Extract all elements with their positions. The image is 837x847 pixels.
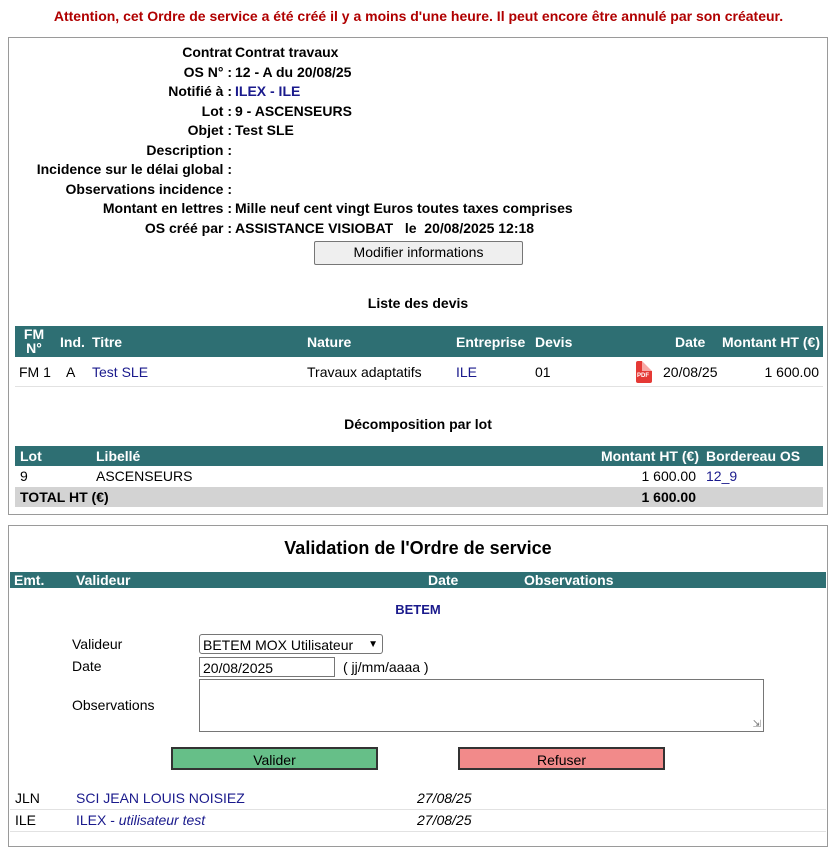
info-row-lot [9,103,827,122]
cell-emt: ILE [15,812,37,828]
pdf-icon-label: PDF [637,373,649,379]
info-row-os-number [9,64,827,83]
col-emt: Emt. [14,572,45,588]
valideur-label: Valideur [72,636,123,652]
col-libelle: Libellé [96,448,141,464]
valideur-link[interactable]: SCI JEAN LOUIS NOISIEZ [76,790,245,806]
info-value: Contrat travaux [235,44,339,60]
chevron-down-icon: ▼ [368,639,378,650]
date-label: Date [72,658,102,674]
info-label: Description : [146,141,232,158]
info-value: 9 - ASCENSEURS [235,102,352,119]
cell-fm: FM 1 [19,364,51,380]
table-row [10,788,826,810]
date-input[interactable]: 20/08/2025 [199,657,335,677]
valideur-user-note: utilisateur test [118,812,206,828]
info-label: OS créé par : [144,219,232,236]
decomposition-table-header [15,446,823,466]
valideur-selected-value: BETEM MOX Utilisateur [203,637,354,653]
validation-table-header [10,572,826,588]
total-value: 1 600.00 [641,489,696,505]
info-row-description [9,142,827,161]
col-date: Date [675,334,706,350]
col-nature: Nature [307,334,352,350]
info-row-cree-par [9,220,827,239]
info-row-montant-lettres [9,200,827,219]
info-value: ASSISTANCE VISIOBAT le 20/08/2025 12:18 [235,219,535,236]
table-row [15,358,823,387]
col-observations: Observations [524,572,614,588]
entreprise-link[interactable]: ILE [456,364,478,380]
info-label: Objet : [187,122,232,138]
col-lot: Lot [20,448,42,464]
notified-company-link[interactable]: ILEX - ILE [235,83,301,99]
info-label: Contrat [182,44,232,60]
info-label: Lot : [201,102,232,119]
col-date: Date [428,572,459,588]
cell-montant: 1 600.00 [641,468,696,484]
warning-message: Attention, cet Ordre de service a été créé il y a moins d'une heure. Il peut encore être annulé par son créateur. [53,8,784,24]
total-row [15,487,823,507]
observations-textarea[interactable] [199,679,764,732]
pdf-icon[interactable] [636,361,652,383]
info-row-observations-incidence [9,181,827,200]
cell-libelle: ASCENSEURS [96,468,193,484]
validation-panel [8,525,828,847]
col-devis: Devis [535,334,573,350]
info-label: Incidence sur le délai global : [36,161,232,177]
devis-table-header [15,326,823,357]
devis-title-link[interactable]: Test SLE [92,364,149,380]
col-fm: FM N° [23,326,45,356]
os-details-panel [8,37,828,515]
col-montant: Montant HT (€) [601,448,699,464]
info-label: Montant en lettres : [102,200,232,216]
info-row-objet [9,122,827,141]
col-valideur: Valideur [76,572,131,588]
info-label: Notifié à : [168,83,232,99]
cell-devis: 01 [535,364,551,380]
bordereau-link[interactable]: 12_9 [706,468,738,484]
info-row-incidence [9,161,827,180]
cell-date: 27/08/25 [417,812,472,828]
info-value: Test SLE [235,122,294,138]
total-label: TOTAL HT (€) [20,489,109,505]
info-value: 12 - A du 20/08/25 [235,63,352,80]
info-value: Mille neuf cent vingt Euros toutes taxes comprises [235,200,573,216]
info-label: OS N° : [183,63,232,80]
validation-title: Validation de l'Ordre de service [284,538,552,558]
col-montant: Montant HT (€) [722,334,820,350]
cell-montant: 1 600.00 [764,364,819,380]
date-format-hint: ( jj/mm/aaaa ) [343,659,429,675]
col-entreprise: Entreprise [456,334,526,350]
valideur-company: ILEX - [76,812,119,828]
cell-date: 27/08/25 [417,790,472,806]
col-titre: Titre [92,334,123,350]
table-row [15,467,823,487]
cell-ind: A [66,364,76,380]
cell-date: 20/08/25 [663,364,718,380]
validate-button[interactable]: Valider [171,747,378,770]
info-label: Observations incidence : [65,180,232,197]
info-row-notifie [9,83,827,102]
table-row [10,810,826,832]
refuse-button[interactable]: Refuser [458,747,665,770]
col-ind: Ind. [60,334,85,350]
cell-emt: JLN [15,790,40,806]
cell-nature: Travaux adaptatifs [307,364,422,380]
info-row-contrat [9,44,827,63]
col-bordereau: Bordereau OS [706,448,801,464]
observations-label: Observations [72,697,155,713]
devis-section-title: Liste des devis [367,295,469,311]
modify-info-button[interactable]: Modifier informations [314,241,523,265]
valideur-link[interactable] [76,812,205,828]
valideur-select[interactable] [199,634,383,654]
resize-handle-icon[interactable]: ⇲ [752,719,761,730]
cell-lot: 9 [20,468,28,484]
validator-group-name: BETEM [395,602,441,617]
decomposition-section-title: Décomposition par lot [344,416,492,432]
